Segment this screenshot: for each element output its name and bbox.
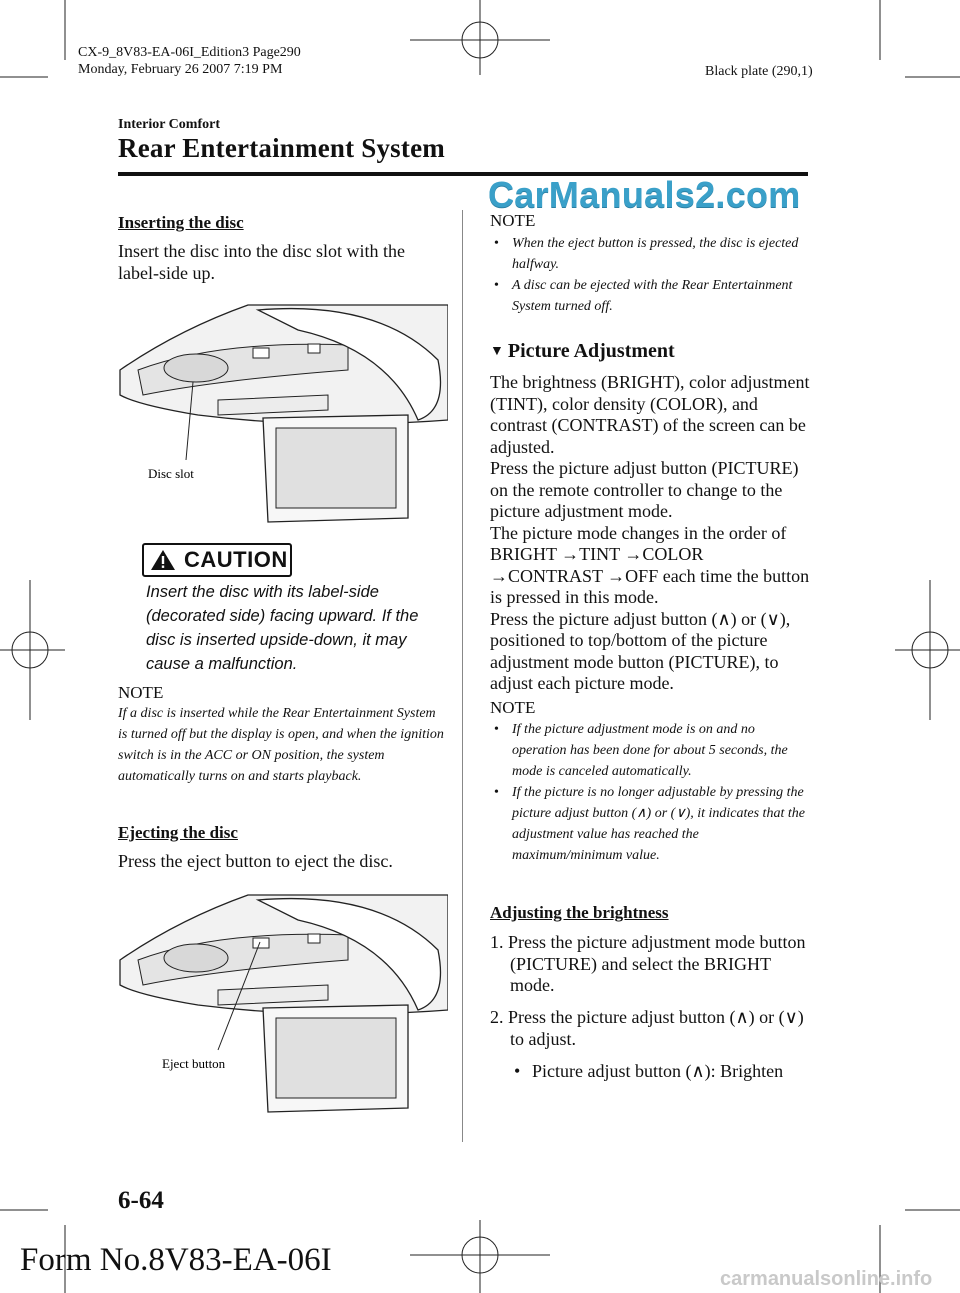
note2-item: • If the picture is no longer adjustable by pressing the picture adjust button (∧) or (∨), it indicates that the adjustment value has reached the maximum/minimum value. bbox=[490, 782, 810, 866]
watermark-logo: CarManuals2.com bbox=[488, 174, 801, 215]
caution-label: CAUTION bbox=[184, 547, 288, 572]
step-2-bullet: • Picture adjust button (∧): Brighten bbox=[510, 1061, 832, 1083]
note2-item: • If the picture adjustment mode is on and no operation has been done for about 5 seconds, the mode is canceled automatically. bbox=[490, 719, 810, 782]
step-2: 2. Press the picture adjust button (∧) or (∨) to adjust. bbox=[490, 1007, 804, 1049]
eject-button-figure bbox=[118, 890, 448, 1115]
section-label: Interior Comfort bbox=[118, 117, 220, 132]
note2-list bbox=[490, 719, 810, 866]
site-watermark: carmanualsonline.info bbox=[720, 1268, 933, 1290]
column-divider bbox=[462, 210, 463, 1142]
page-title: Rear Entertainment System bbox=[118, 133, 445, 163]
form-number: Form No.8V83-EA-06I bbox=[20, 1242, 332, 1278]
note2-label: NOTE bbox=[490, 698, 536, 717]
plate-label: Black plate (290,1) bbox=[705, 64, 813, 79]
eject-button-label: Eject button bbox=[162, 1056, 226, 1071]
picture-adjustment-title: Picture Adjustment bbox=[507, 340, 675, 362]
caution-text: Insert the disc with its label-side (decorated side) facing upward. If the disc is inserted upside-down, it may cause a malfunction. bbox=[146, 583, 419, 673]
caution-box bbox=[142, 543, 292, 577]
disc-slot-label: Disc slot bbox=[148, 466, 194, 481]
note1-list bbox=[490, 233, 810, 317]
picture-adjustment-heading bbox=[490, 340, 675, 363]
disc-slot-figure bbox=[118, 300, 448, 525]
note1-item: • A disc can be ejected with the Rear Entertainment System turned off. bbox=[490, 275, 810, 317]
ejecting-disc-text: Press the eject button to eject the disc. bbox=[118, 851, 393, 871]
note-label: NOTE bbox=[118, 683, 164, 702]
triangle-down-icon: ▼ bbox=[490, 343, 504, 359]
inserting-disc-text: Insert the disc into the disc slot with the label-side up. bbox=[118, 241, 405, 283]
ejecting-disc-heading: Ejecting the disc bbox=[118, 823, 238, 842]
note1-item: • When the eject button is pressed, the disc is ejected halfway. bbox=[490, 233, 810, 275]
page-number: 6-64 bbox=[118, 1187, 164, 1214]
inserting-disc-heading: Inserting the disc bbox=[118, 213, 244, 232]
note1-label: NOTE bbox=[490, 211, 536, 230]
step-1: 1. Press the picture adjustment mode button (PICTURE) and select the BRIGHT mode. bbox=[490, 932, 806, 995]
adjusting-brightness-heading: Adjusting the brightness bbox=[490, 903, 669, 922]
print-header-info: CX-9_8V83-EA-06I_Edition3 Page290 Monday, February 26 2007 7:19 PM bbox=[78, 45, 301, 77]
warning-triangle-icon bbox=[150, 549, 176, 571]
note-text: If a disc is inserted while the Rear Entertainment System is turned off but the display is open, and when the ignition switch is in the ACC or ON position, the system automatically turns on and starts playback. bbox=[118, 706, 444, 784]
picture-adjustment-text: The brightness (BRIGHT), color adjustment (TINT), color density (COLOR), and contrast (CONTRAST) of the screen can be adjusted. Press the picture adjust button (PICTURE) on the remote controller to change to the picture adjustment mode. The picture mode changes in the order of BRIGHT →TINT →COLOR →CONTRAST →OFF each time the button is pressed in this mode. Press the picture adjust button (∧) or (∨), positioned to top/bottom of the picture adjustment mode button (PICTURE), to adjust each picture mode. bbox=[490, 372, 810, 693]
